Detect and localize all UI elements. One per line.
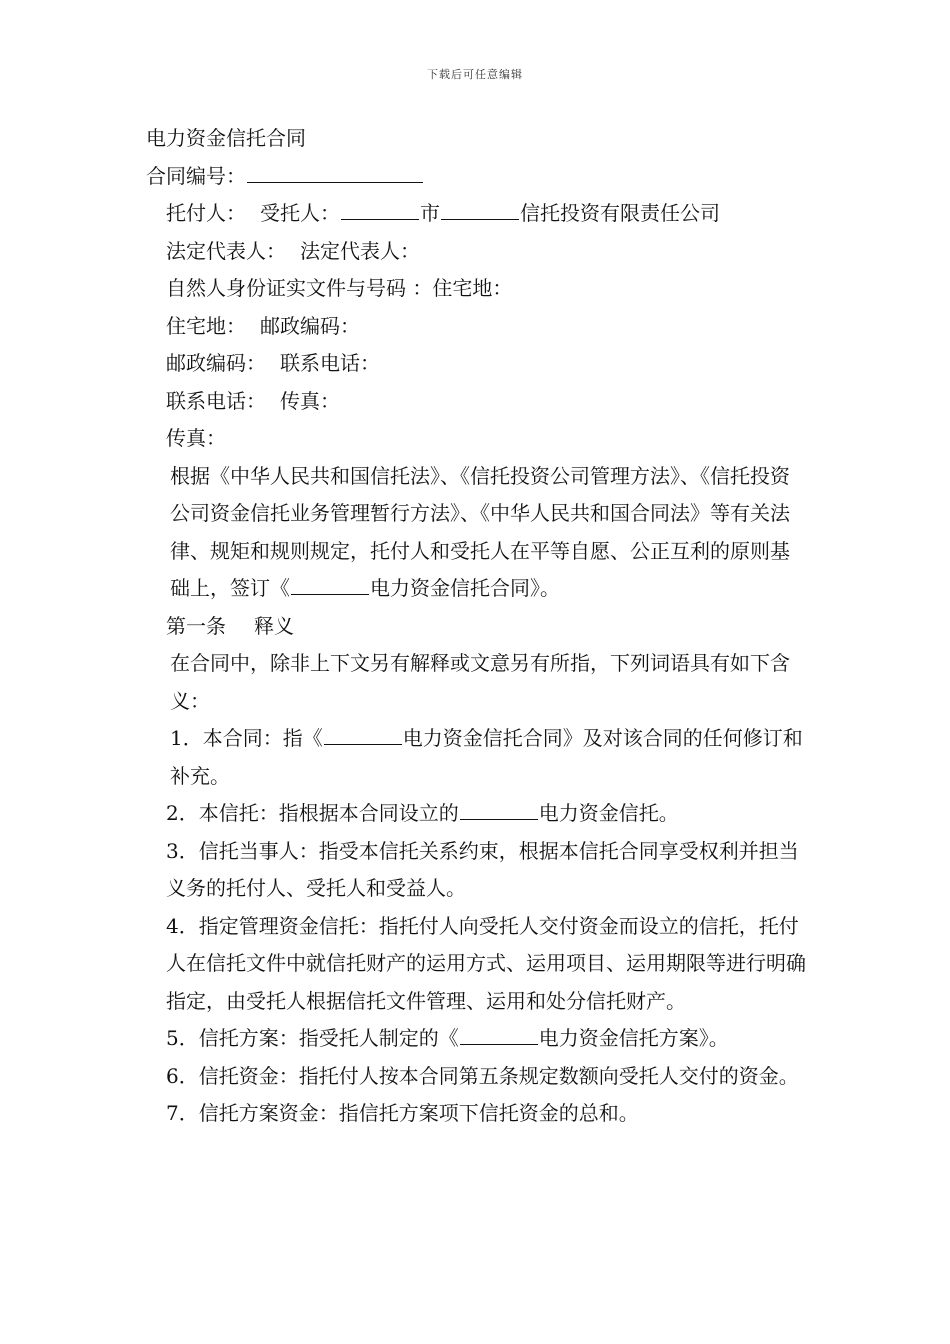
contract-number-label: 合同编号： xyxy=(146,163,246,188)
parties-line-7 xyxy=(146,420,808,458)
fax-label-1: 传真： xyxy=(280,388,340,413)
definition-item-2 xyxy=(146,795,808,833)
parties-line-4 xyxy=(146,308,808,346)
definition-item-5 xyxy=(146,1020,808,1058)
definition-1-blank xyxy=(324,722,402,745)
city-blank xyxy=(341,197,419,220)
postal-code-label-2: 邮政编码： xyxy=(166,351,266,375)
document-title: 电力资金信托合同 xyxy=(146,126,306,150)
article-1-number: 第一条 xyxy=(166,613,226,638)
definition-1-tail: 电力资金信托合同》及对该合同的任何修订和补充。 xyxy=(170,726,803,788)
parties-line-2 xyxy=(146,233,808,271)
legal-rep-label-2: 法定代表人： xyxy=(300,238,420,263)
definition-item-4: 4．指定管理资金信托：指托付人向受托人交付资金而设立的信托，托付人在信托文件中就信托财产的运用方式、运用项目、运用期限等进行明确指定，由受托人根据信托文件管理、运用和处分信托财产。 xyxy=(166,913,806,1013)
phone-label-1: 联系电话： xyxy=(280,351,380,375)
company-blank xyxy=(441,197,519,220)
company-suffix: 信托投资有限责任公司 xyxy=(520,201,720,225)
contract-number-blank xyxy=(247,160,423,183)
parties-line-5 xyxy=(146,345,808,383)
definition-5-tail: 电力资金信托方案》。 xyxy=(538,1026,729,1050)
preamble-blank xyxy=(291,572,369,595)
postal-code-label-1: 邮政编码： xyxy=(260,313,360,338)
article-1-title: 释义 xyxy=(254,613,294,638)
residence-label-2: 住宅地： xyxy=(166,313,246,338)
definition-item-3: 3．信托当事人：指受本信托关系约束，根据本信托合同享受权利并担当义务的托付人、受托人和受益人。 xyxy=(166,838,799,900)
article-1-intro: 在合同中，除非上下文另有解释或文意另有所指，下列词语具有如下含义： xyxy=(170,651,790,713)
contract-number-line xyxy=(146,158,808,196)
definition-2-tail: 电力资金信托。 xyxy=(538,801,679,825)
article-1-heading xyxy=(146,608,808,646)
document-body xyxy=(146,120,808,1133)
trustee-label: 受托人： xyxy=(260,201,340,225)
id-document-label: 自然人身份证实文件与号码 ： xyxy=(166,276,433,300)
legal-rep-label-1: 法定代表人： xyxy=(166,238,286,263)
definition-2-blank xyxy=(460,797,538,820)
preamble-paragraph xyxy=(146,458,808,608)
definition-5-blank xyxy=(460,1022,538,1045)
definition-item-7: 7．信托方案资金：指信托方案项下信托资金的总和。 xyxy=(166,1101,639,1125)
city-suffix: 市 xyxy=(420,201,440,225)
definition-item-1 xyxy=(146,720,808,795)
principal-label: 托付人： xyxy=(166,201,246,225)
preamble-text: 根据《中华人民共和国信托法》、《信托投资公司管理方法》、《信托投资公司资金信托业务管理暂行方法》、《中华人民共和国合同法》等有关法律、规矩和规则规定，托付人和受托人在平等自愿、公正互利的原则基础上，签订《 xyxy=(170,463,790,600)
parties-line-3 xyxy=(146,270,808,308)
definition-item-6: 6．信托资金：指托付人按本合同第五条规定数额向受托人交付的资金。 xyxy=(166,1063,799,1088)
header-note: 下载后可任意编辑 xyxy=(427,68,523,81)
residence-label-1: 住宅地： xyxy=(432,276,513,300)
definition-2-text: 2．本信托：指根据本合同设立的 xyxy=(166,801,459,825)
phone-label-2: 联系电话： xyxy=(166,388,266,413)
definition-5-text: 5．信托方案：指受托人制定的《 xyxy=(166,1026,459,1050)
preamble-tail: 电力资金信托合同》。 xyxy=(370,576,560,600)
fax-label-2: 传真： xyxy=(166,426,226,450)
parties-line-6 xyxy=(146,383,808,421)
definition-1-text: 1．本合同：指《 xyxy=(170,726,323,750)
parties-line-1 xyxy=(146,195,808,233)
